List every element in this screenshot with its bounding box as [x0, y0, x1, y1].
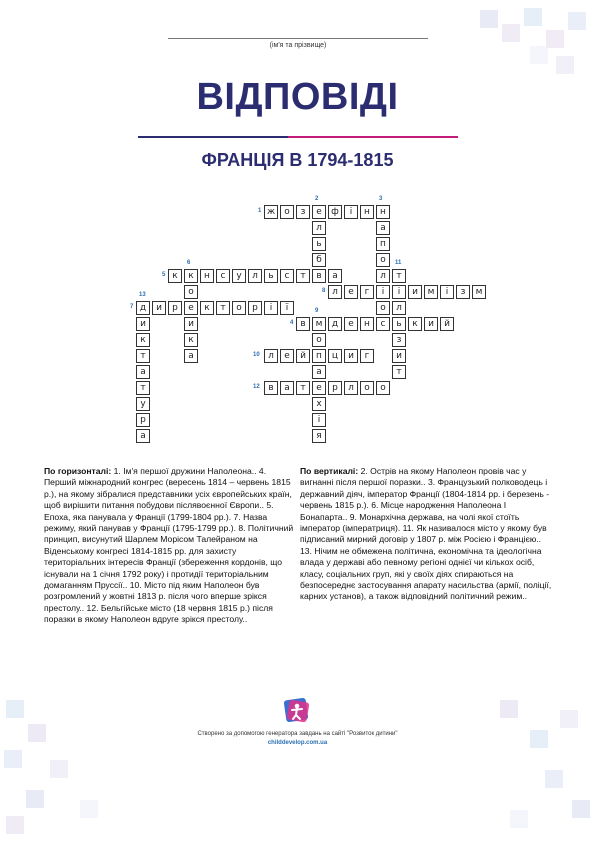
crossword-cell: р	[136, 413, 150, 427]
crossword-cell: о	[232, 301, 246, 315]
crossword-cell: а	[312, 365, 326, 379]
clue-number: 8	[322, 288, 326, 294]
crossword-cell: г	[360, 349, 374, 363]
footer-credit: Створено за допомогою генератора завдань на сайті "Розвиток дитини"	[197, 731, 398, 737]
clues-down-title: По вертикалі:	[300, 466, 359, 476]
clue-number: 9	[315, 308, 319, 314]
crossword-cell: о	[184, 285, 198, 299]
title-underline	[138, 136, 458, 138]
crossword-cell: е	[344, 285, 358, 299]
crossword-cell: х	[312, 397, 326, 411]
crossword-cell: е	[184, 301, 198, 315]
crossword-cell: і	[376, 285, 390, 299]
crossword-cell: о	[280, 205, 294, 219]
crossword-cell: з	[456, 285, 470, 299]
clue-number: 12	[253, 384, 260, 390]
crossword-cell: е	[312, 205, 326, 219]
crossword-cell: і	[440, 285, 454, 299]
crossword-cell: о	[376, 301, 390, 315]
crossword-cell: а	[328, 269, 342, 283]
crossword-cell: а	[280, 381, 294, 395]
crossword-cell: с	[216, 269, 230, 283]
crossword-cell: м	[312, 317, 326, 331]
crossword-cell: м	[472, 285, 486, 299]
name-line	[168, 38, 428, 39]
crossword-cell: ь	[264, 269, 278, 283]
crossword-cell: н	[376, 205, 390, 219]
crossword-cell: з	[296, 205, 310, 219]
crossword-cell: і	[392, 285, 406, 299]
crossword-cell: ь	[392, 317, 406, 331]
crossword-cell: т	[296, 381, 310, 395]
clues-down-text: 2. Острів на якому Наполеон провів час у вигнанні після першої поразки.. 3. Французький полководець і державний діяч, імператор Франції (1804-1814 рр. і березень - червень 1815 р.). 6. Місце народження Наполеона І Бонапарта.. 9. Монархічна держава, на чолі якої стоїть імператор (імператриця). 11. Як називалося місто у якому був підписаний мирний договір у 1807 р. між Росією і Францією.. 13. Нічим не обмежена політична, економічна та ідеологічна влада у державі або певному регіоні однієї чи кількох осіб, класу, соціальних груп, які у своїх діях спираються на безпосереднє застосування апарату насильства (армії, поліції, карних установ), а також відповідний політичний режим..	[300, 466, 552, 602]
crossword-cell: о	[312, 333, 326, 347]
page-subtitle: ФРАНЦІЯ В 1794-1815	[201, 150, 394, 170]
clue-number: 6	[187, 260, 191, 266]
crossword-cell: о	[376, 253, 390, 267]
clues-down	[300, 466, 555, 603]
crossword-cell: п	[376, 237, 390, 251]
crossword-cell: о	[376, 381, 390, 395]
crossword-cell: и	[184, 317, 198, 331]
crossword-cell: к	[184, 269, 198, 283]
crossword-cell: а	[376, 221, 390, 235]
clue-number: 5	[162, 272, 166, 278]
crossword-cell: р	[328, 381, 342, 395]
clue-number: 13	[139, 292, 146, 298]
clue-number: 7	[130, 304, 134, 310]
crossword-cell: у	[136, 397, 150, 411]
clue-number: 3	[379, 196, 383, 202]
crossword-cell: т	[136, 349, 150, 363]
crossword-cell: и	[424, 317, 438, 331]
crossword-cell: с	[376, 317, 390, 331]
crossword-cell: р	[248, 301, 262, 315]
crossword-cell: к	[408, 317, 422, 331]
crossword-cell: о	[360, 381, 374, 395]
crossword-cell: а	[136, 429, 150, 443]
crossword-cell: т	[296, 269, 310, 283]
crossword-cell: к	[168, 269, 182, 283]
crossword-cell: у	[232, 269, 246, 283]
crossword-cell: н	[360, 317, 374, 331]
crossword-cell: я	[312, 429, 326, 443]
crossword-cell: л	[312, 221, 326, 235]
crossword-cell: і	[344, 205, 358, 219]
crossword-cell: л	[248, 269, 262, 283]
clue-number: 2	[315, 196, 319, 202]
crossword-cell: н	[360, 205, 374, 219]
site-logo-icon	[283, 696, 311, 724]
clue-number: 11	[395, 260, 402, 266]
crossword-cell: т	[392, 365, 406, 379]
crossword-cell: в	[264, 381, 278, 395]
crossword-cell: а	[136, 365, 150, 379]
crossword-cell: т	[216, 301, 230, 315]
crossword-cell: л	[264, 349, 278, 363]
crossword-cell: д	[136, 301, 150, 315]
crossword-cell: е	[280, 349, 294, 363]
crossword-cell: и	[136, 317, 150, 331]
crossword-cell: й	[296, 349, 310, 363]
crossword-cell: л	[328, 285, 342, 299]
crossword-cell: в	[312, 269, 326, 283]
crossword-cell: в	[296, 317, 310, 331]
clue-number: 10	[253, 352, 260, 358]
name-label: (ім'я та прізвище)	[269, 42, 327, 49]
crossword-cell: ц	[328, 349, 342, 363]
crossword-cell: к	[136, 333, 150, 347]
crossword-cell: і	[264, 301, 278, 315]
crossword-cell: т	[392, 269, 406, 283]
clues-across-title: По горизонталі:	[44, 466, 112, 476]
crossword-cell: к	[200, 301, 214, 315]
crossword-cell: ж	[264, 205, 278, 219]
crossword-cell: р	[168, 301, 182, 315]
clues-across-text: 1. Ім'я першої дружини Наполеона.. 4. Перший міжнародний конгрес (вересень 1814 – червень 1815 р.), на якому зібралися представники усіх європейських країн, щоб вирішити питання побудови післявоєнної Європи.. 5. Епоха, яка панувала у Франції (1799-1804 рр.). 7. Назва режиму, який панував у Франції (1795-1799 рр.). 8. Політичний принцип, висунутий Шарлем Морісом Талейраном на Віденському конгресі 1814-1815 рр. для захисту територіальних інтересів Франції (збереження кордонів, що існували на 1 січня 1792 року) і протидії територіальним домаганням Пруссії.. 10. Місто під яким Наполеон був розгромлений у жовтні 1813 р. після чого вперше зрікся престолу.. 12. Бельгійське місто (18 червня 1815 р.) після поразки в якому Наполеон вдруге зрікся престолу..	[44, 466, 294, 625]
crossword-cell: л	[392, 301, 406, 315]
page-title: ВІДПОВІДІ	[196, 76, 399, 118]
crossword-cell: ь	[312, 237, 326, 251]
crossword-cell: т	[136, 381, 150, 395]
crossword-cell: и	[408, 285, 422, 299]
crossword-cell: м	[424, 285, 438, 299]
crossword-cell: е	[344, 317, 358, 331]
crossword-cell: д	[328, 317, 342, 331]
crossword-cell: с	[280, 269, 294, 283]
crossword-cell: и	[152, 301, 166, 315]
clue-number: 1	[258, 208, 262, 214]
crossword-cell: ї	[280, 301, 294, 315]
crossword-cell: и	[392, 349, 406, 363]
crossword-cell: н	[200, 269, 214, 283]
crossword-cell: й	[440, 317, 454, 331]
crossword-cell: е	[312, 381, 326, 395]
crossword-cell: і	[312, 413, 326, 427]
crossword-cell: л	[344, 381, 358, 395]
footer-link[interactable]: childdevelop.com.ua	[267, 740, 328, 746]
crossword-cell: л	[376, 269, 390, 283]
crossword-cell: ф	[328, 205, 342, 219]
clue-number: 4	[290, 320, 294, 326]
crossword-cell: к	[184, 333, 198, 347]
crossword-cell: г	[360, 285, 374, 299]
crossword-cell: з	[392, 333, 406, 347]
clues-across	[44, 466, 299, 626]
crossword-cell: и	[344, 349, 358, 363]
crossword-cell: п	[312, 349, 326, 363]
crossword-cell: б	[312, 253, 326, 267]
crossword-cell: а	[184, 349, 198, 363]
